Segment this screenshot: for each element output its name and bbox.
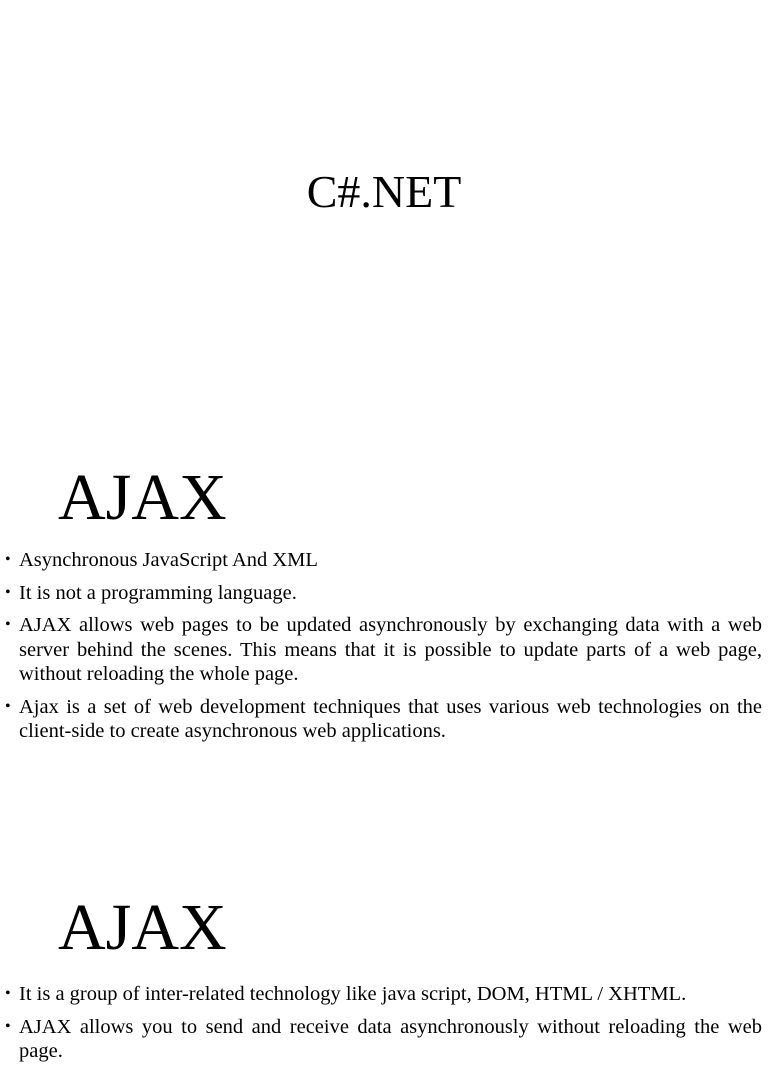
bullet-icon: • xyxy=(5,985,11,1002)
bullet-icon: • xyxy=(5,583,11,601)
bullet-list xyxy=(0,548,762,752)
list-item xyxy=(0,613,762,687)
list-item-text: AJAX allows web pages to be updated asynchronously by exchanging data with a web server behind the scenes. This means that it is possible to update parts of a web page, without reloading the whole page. xyxy=(19,614,762,685)
bullet-list xyxy=(0,982,762,1072)
list-item xyxy=(0,695,762,744)
list-item xyxy=(0,982,762,1007)
list-item xyxy=(0,581,762,606)
list-item xyxy=(0,1015,762,1064)
list-item-text: It is a group of inter-related technology like java script, DOM, HTML / XHTML. xyxy=(19,983,687,1005)
bullet-icon: • xyxy=(5,1017,11,1035)
page-title: C#.NET xyxy=(306,166,462,217)
slide-heading: AJAX xyxy=(58,891,227,964)
slide-heading: AJAX xyxy=(58,461,227,534)
bullet-icon: • xyxy=(5,551,11,568)
list-item-text: Ajax is a set of web development techniques that uses various web technologies on the client-side to create asynchronous web applications. xyxy=(19,695,762,742)
slide-title xyxy=(0,0,768,430)
list-item-text: It is not a programming language. xyxy=(19,581,297,604)
list-item-text: AJAX allows you to send and receive data asynchronously without reloading the web page. xyxy=(19,1015,762,1062)
bullet-icon: • xyxy=(5,616,11,633)
slide-ajax-intro xyxy=(0,430,768,860)
list-item-text: Asynchronous JavaScript And XML xyxy=(19,549,318,571)
slide-ajax-details xyxy=(0,860,768,1062)
list-item xyxy=(0,548,762,573)
bullet-icon: • xyxy=(5,697,11,715)
